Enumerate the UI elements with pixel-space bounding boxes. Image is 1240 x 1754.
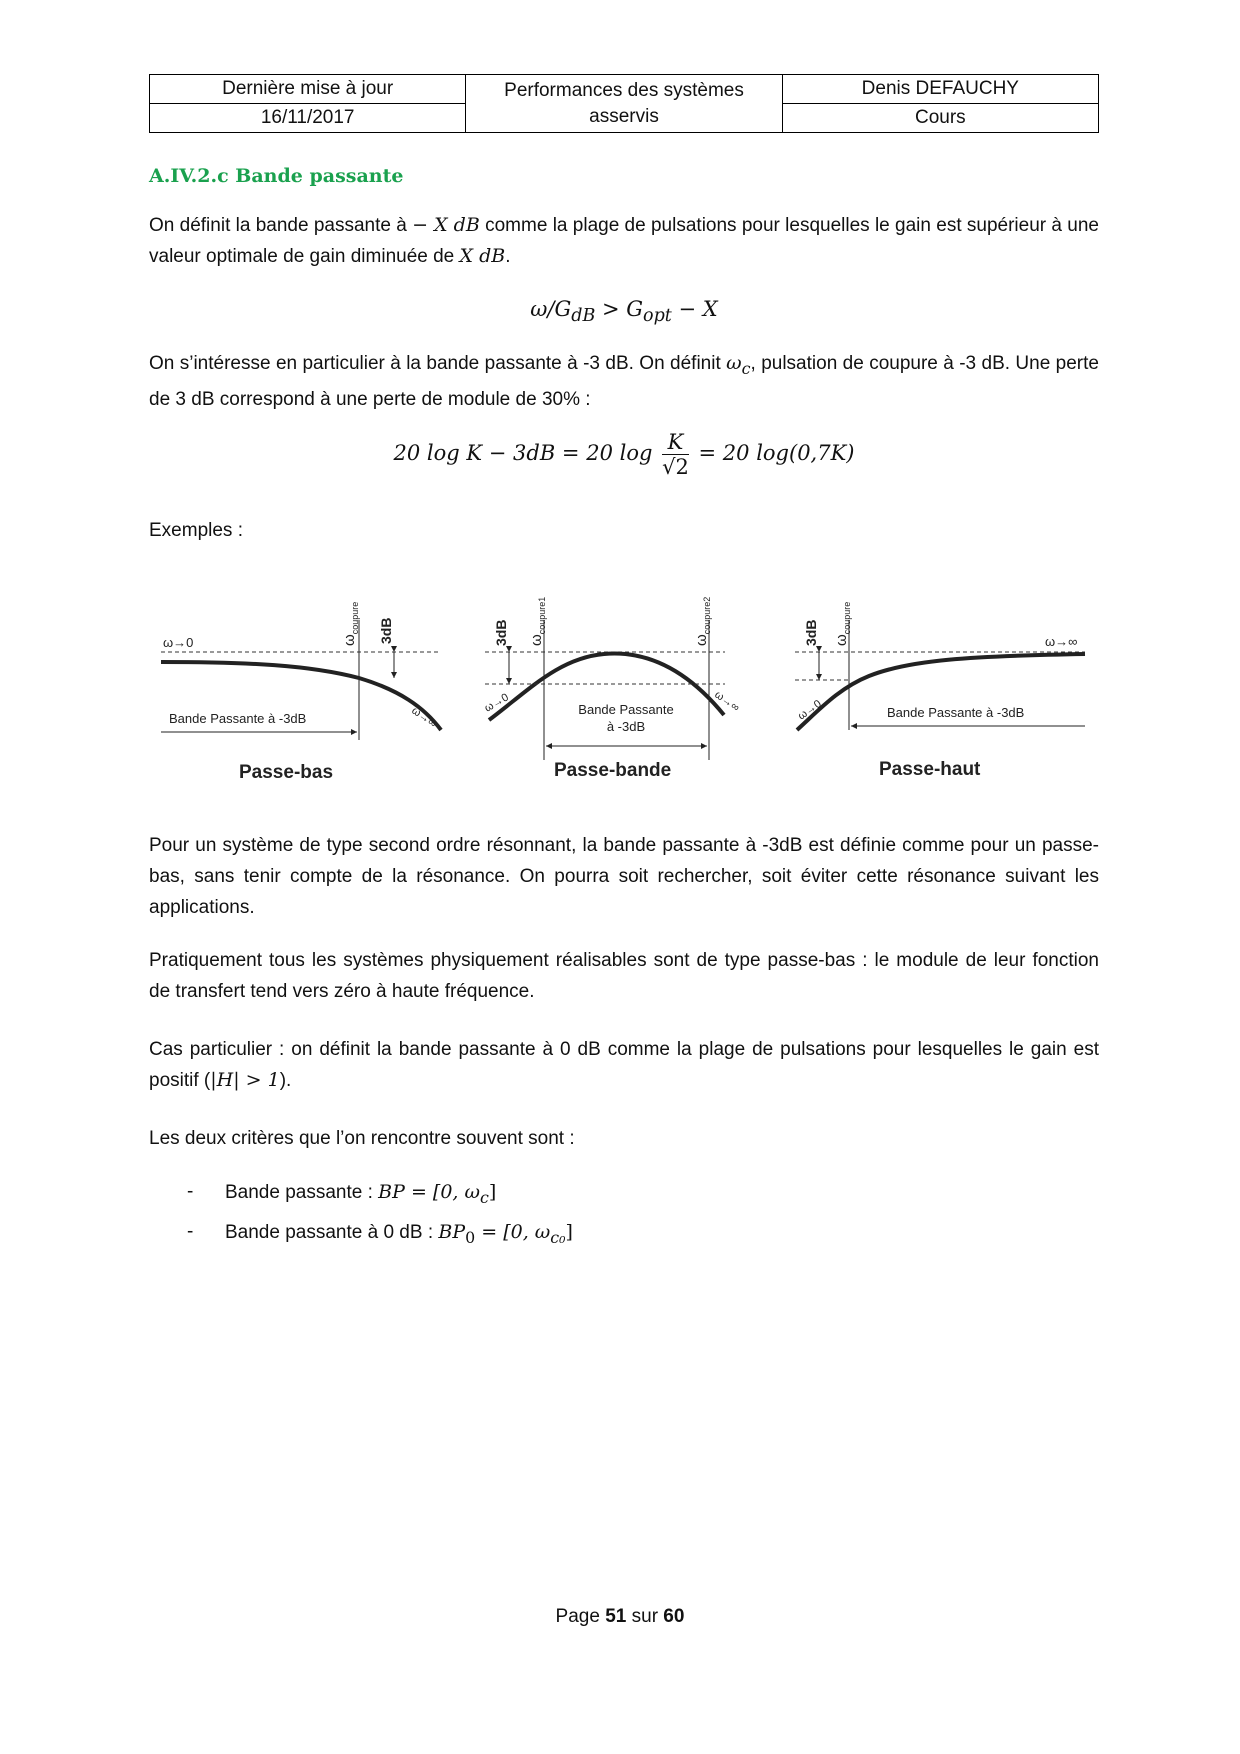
slope-label: ω→0 [795,697,824,723]
course-title: Performances des systèmes asservis [466,75,782,133]
3db-label: 3dB [493,619,509,646]
paragraph-special-case: Cas particulier : on définit la bande passante à 0 dB comme la plage de pulsations pour lesquelles le gain est positif (|H| > 1). [149,1039,1099,1091]
omega-to-infinity-label: ω→∞ [1045,634,1078,649]
panel-passe-haut [795,602,1085,780]
examples-label: Exemples : [149,520,243,541]
panel-passe-bande [483,597,742,781]
paragraph-cutoff: On s’intéresse en particulier à la bande passante à -3 dB. On définit $\omega_c$, pulsation de coupure à -3 dB. Une perte de 3 dB correspond à une perte de module de 30% : [149,352,1099,410]
section-title: A.IV.2.c Bande passante [149,165,404,187]
paragraph-criteria: Les deux critères que l’on rencontre souvent sont : [149,1128,575,1149]
paragraph-lowpass-systems: Pratiquement tous les systèmes physiquement réalisables sont de type passe-bas : le module de leur fonction de transfert tend vers zéro à haute fréquence. [149,950,1099,1002]
equation-bandwidth-condition: $\omega/G_{dB} > G_{opt} - X$ [530,297,718,327]
omega-cutoff-label: $\omega_{coupure}$ [833,601,852,646]
header-table [149,74,1099,133]
omega-cutoff2-label: $\omega_{coupure2}$ [693,596,712,646]
band-label-line1: Bande Passante [578,702,674,717]
band-label: Bande Passante à -3dB [887,705,1025,720]
3db-label: 3dB [803,619,819,646]
omega-to-zero-label: ω→0 [163,635,194,650]
slope-left-label: ω→0 [482,691,511,715]
page-footer: Page 51 sur 60 [555,1606,685,1627]
criteria-list [149,1175,1099,1255]
3db-label: 3dB [378,617,394,644]
last-update-label: Dernière mise à jour [150,75,466,104]
slope-right-label: ω→∞ [712,688,742,715]
doc-type: Cours [782,104,1098,133]
band-label-line2: à -3dB [606,719,646,734]
omega-cutoff-label: $\omega_{coupure}$ [341,601,360,646]
list-item: - Bande passante : BP = [0, $\omega_c$] [187,1181,497,1207]
band-label: Bande Passante à -3dB [169,711,307,726]
paragraph-resonance: Pour un système de type second ordre résonnant, la bande passante à -3dB est définie comme pour un passe-bas, sans tenir compte de la résonance. On pourra soit rechercher, soit éviter cette résonance suivant les applications. [149,835,1099,918]
slope-label: ω→∞ [409,704,439,731]
caption-passe-bande: Passe-bande [554,760,672,781]
equation-3db-loss: 20 log K − 3dB = 20 log $\frac{K}{√2}$ = 20 log(0,7K) [393,430,855,479]
paragraph-definition: On définit la bande passante à − X dB comme la plage de pulsations pour lesquelles le gain est supérieur à une valeur optimale de gain diminuée de X dB. [149,214,1099,267]
update-date: 16/11/2017 [150,104,466,133]
caption-passe-haut: Passe-haut [879,759,981,780]
bandwidth-examples-figure [149,580,1089,800]
omega-cutoff1-label: $\omega_{coupure1}$ [528,596,547,646]
author-name: Denis DEFAUCHY [782,75,1098,104]
list-item: - Bande passante à 0 dB : $BP_0 = [0$, $\omega_{c_0}$] [187,1220,573,1247]
panel-passe-bas [161,602,441,783]
caption-passe-bas: Passe-bas [239,762,334,783]
fraction-k-sqrt2: $\frac{K}{√2}$ [662,430,689,479]
